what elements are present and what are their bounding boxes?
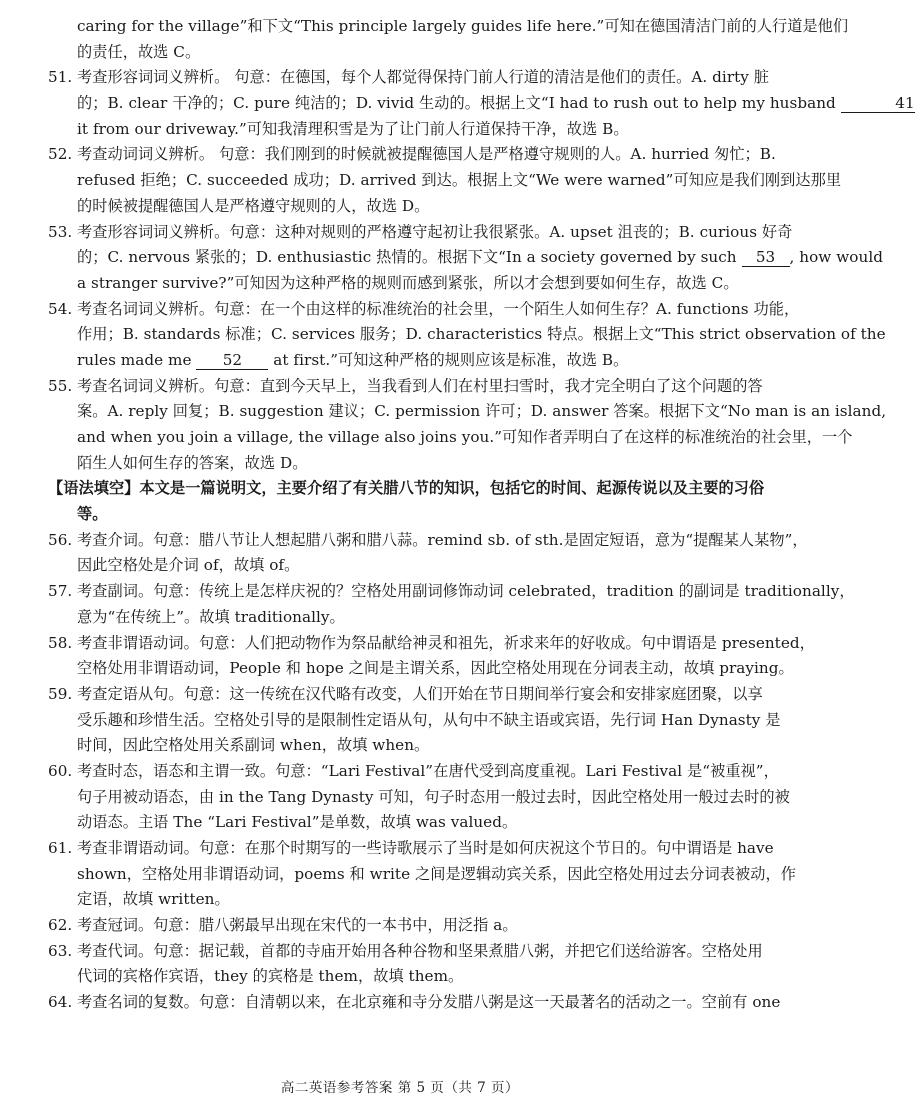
grammar-item: [0, 836, 800, 862]
item-number: 56.: [48, 530, 73, 549]
item-number: 55.: [48, 376, 73, 395]
text-line: 考查形容词词义辨析。 句意：在德国，每个人都觉得保持门前人行道的清洁是他们的责任。A. dirty 脏: [77, 68, 770, 87]
text-line: 的时候被提醒德国人是严格遵守规则的人，故选 D。: [77, 196, 430, 215]
grammar-item: [0, 528, 808, 554]
text-line: 考查非谓语动词。句意：在那个时期写的一些诗歌展示了当时是如何庆祝这个节日的。句中谓语是 have: [77, 839, 774, 857]
text-line: [0, 245, 883, 271]
text-line: 考查名词词义辨析。句意：在一个由这样的标准统治的社会里，一个陌生人如何生存？A. functions 功能，: [77, 299, 800, 318]
answer-blank: 52: [196, 352, 268, 370]
item-number: 57.: [48, 582, 73, 601]
text-line: 考查名词的复数。句意：自清朝以来，在北京雍和寺分发腊八粥是这一天最著名的活动之一。空前有 one: [77, 993, 781, 1012]
item-number: 64.: [48, 993, 73, 1012]
text-line: 空格处用非谓语动词，People 和 hope 之间是主谓关系，因此空格处用现在分词表主动，故填 praying。: [77, 659, 794, 678]
page-footer: 高二英语参考答案 第 5 页（共 7 页）: [280, 1080, 520, 1096]
text-line: 代词的宾格作宾语，they 的宾格是 them，故填 them。: [77, 967, 464, 986]
text-line: 考查副词。句意：传统上是怎样庆祝的？空格处用副词修饰动词 celebrated，tradition 的副词是 traditionally，: [77, 582, 855, 601]
text-line: and when you join a village, the village also joins you.”可知作者弄明白了在这样的标准统治的社会里，一个: [77, 428, 853, 446]
text-line: 定语，故填 written。: [77, 890, 230, 909]
text-line: 案。A. reply 回复；B. suggestion 建议；C. permission 许可；D. answer 答案。根据下文“No man is an island,: [77, 402, 887, 421]
text-line: 句子用被动语态，由 in the Tang Dynasty 可知，句子时态用一般过去时，因此空格处用一般过去时的被: [77, 787, 790, 806]
text-segment: at first.”可知这种严格的规则应该是标准，故选 B。: [268, 350, 629, 369]
grammar-item: [0, 759, 800, 785]
text-line: [0, 348, 800, 374]
text-line: 动语态。主语 The “Lari Festival”是单数，故填 was valued。: [77, 813, 518, 832]
text-line: 考查动词词义辨析。 句意：我们刚到的时候就被提醒德国人是严格遵守规则的人。A. hurried 匆忙；B.: [77, 145, 776, 164]
grammar-item: [0, 579, 855, 605]
item-number: 62.: [48, 916, 73, 935]
text-line: 考查名词词义辨析。句意：直到今天早上，当我看到人们在村里扫雪时，我才完全明白了这个问题的答: [77, 376, 763, 395]
text-line: refused 拒绝；C. succeeded 成功；D. arrived 到达。根据上文“We were warned”可知应是我们刚到达那里: [77, 171, 842, 190]
item-51: [0, 65, 800, 91]
item-number: 54.: [48, 299, 73, 318]
text-line: caring for the village”和下文“This principle largely guides life here.”可知在德国清洁门前的人行道是他们: [77, 17, 849, 35]
text-line: 作用；B. standards 标准；C. services 服务；D. characteristics 特点。根据上文“This strict observation of the: [77, 325, 886, 344]
text-segment: 的；C. nervous 紧张的；D. enthusiastic 热情的。根据下文“In a society governed by such: [77, 248, 742, 267]
item-54: [0, 297, 800, 323]
item-number: 58.: [48, 633, 73, 652]
section-heading: 【语法填空】本文是一篇说明文，主要介绍了有关腊八节的知识，包括它的时间、起源传说以及主要的习俗: [48, 479, 765, 498]
section-heading-cont: 等。: [77, 505, 108, 524]
text-line: 的责任，故选 C。: [77, 42, 201, 61]
text-segment: rules made me: [77, 350, 197, 369]
item-number: 52.: [48, 145, 73, 164]
grammar-item: [0, 682, 800, 708]
text-line: [0, 91, 915, 117]
text-segment: , how would: [789, 248, 883, 267]
text-line: shown，空格处用非谓语动词，poems 和 write 之间是逻辑动宾关系，因此空格处用过去分词表被动，作: [77, 864, 796, 883]
text-line: 考查时态，语态和主谓一致。句意：“Lari Festival”在唐代受到高度重视。Lari Festival 是“被重视”，: [77, 761, 779, 780]
text-line: 意为“在传统上”。故填 traditionally。: [77, 607, 345, 626]
text-line: 考查代词。句意：据记载，首都的寺庙开始用各种谷物和坚果煮腊八粥，并把它们送给游客。空格处用: [77, 941, 763, 960]
grammar-item: [0, 631, 815, 657]
text-line: 考查定语从句。句意：这一传统在汉代略有改变，人们开始在节日期间举行宴会和安排家庭团聚，以享: [77, 684, 763, 703]
text-line: 考查非谓语动词。句意：人们把动物作为祭品献给神灵和祖先，祈求来年的好收成。句中谓语是 presented，: [77, 633, 815, 652]
grammar-item: [0, 913, 800, 939]
item-number: 53.: [48, 222, 73, 241]
grammar-item: [0, 990, 800, 1016]
item-number: 61.: [48, 839, 73, 857]
text-line: 考查形容词词义辨析。句意：这种对规则的严格遵守起初让我很紧张。A. upset 沮丧的；B. curious 好奇: [77, 222, 793, 241]
answer-blank: 53: [742, 249, 790, 267]
text-line: 受乐趣和珍惜生活。空格处引导的是限制性定语从句，从句中不缺主语或宾语，先行词 Han Dynasty 是: [77, 710, 781, 729]
text-line: 陌生人如何生存的答案，故选 D。: [77, 453, 308, 472]
item-55: [0, 374, 800, 400]
grammar-items: [0, 528, 855, 1016]
item-number: 59.: [48, 684, 73, 703]
item-52: [0, 142, 800, 168]
item-number: 51.: [48, 68, 73, 87]
text-line: it from our driveway.”可知我清理积雪是为了让门前人行道保持干净，故选 B。: [77, 119, 629, 138]
item-53: [0, 220, 800, 246]
text-line: a stranger survive?”可知因为这种严格的规则而感到紧张，所以才会想到要如何生存，故选 C。: [77, 273, 739, 292]
text-line: 考查冠词。句意：腊八粥最早出现在宋代的一本书中，用泛指 a。: [77, 916, 518, 935]
text-line: 时间，因此空格处用关系副词 when，故填 when。: [77, 736, 430, 755]
text-line: 因此空格处是介词 of，故填 of。: [77, 556, 300, 575]
text-line: 考查介词。句意：腊八节让人想起腊八粥和腊八蒜。remind sb. of sth.是固定短语，意为“提醒某人某物”，: [77, 530, 808, 549]
answer-page: [0, 14, 915, 1016]
text-segment: 的；B. clear 干净的；C. pure 纯洁的；D. vivid 生动的。根据上文“I had to rush out to help my husband: [77, 94, 841, 113]
grammar-item: [0, 939, 800, 965]
item-number: 63.: [48, 941, 73, 960]
answer-blank: 41: [841, 95, 915, 113]
item-number: 60.: [48, 761, 73, 780]
